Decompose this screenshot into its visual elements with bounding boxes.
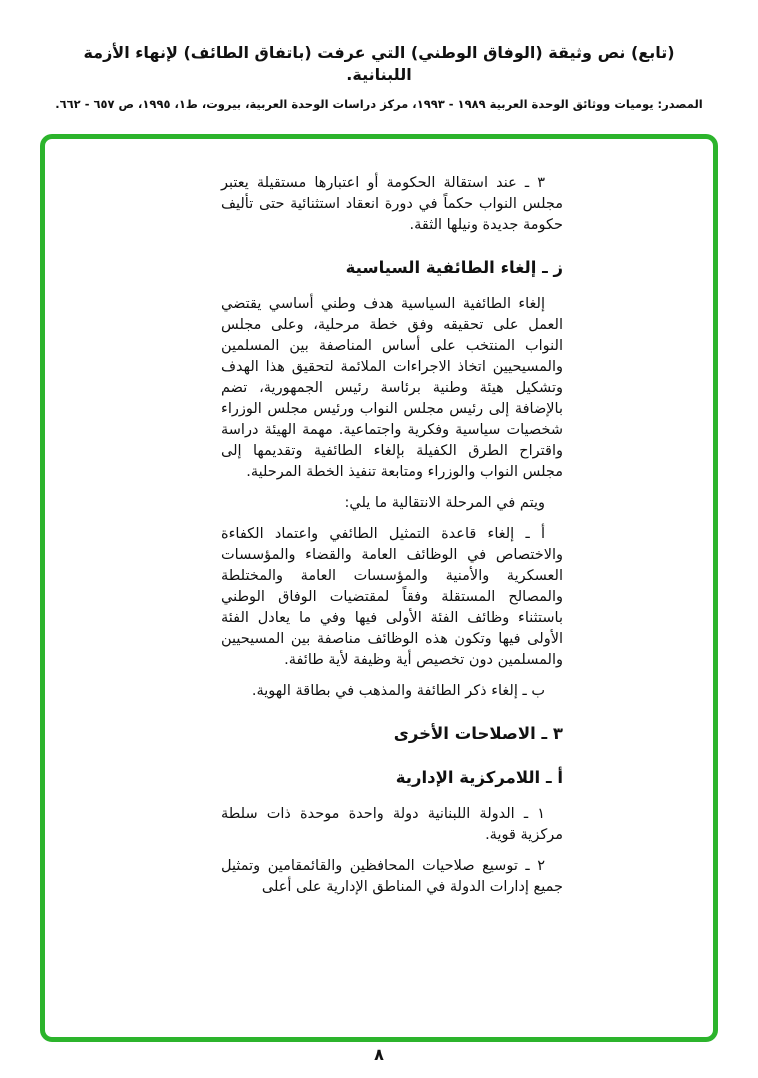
clause-b-identity-card: ب ـ إلغاء ذكر الطائفة والمذهب في بطاقة الهوية. bbox=[251, 683, 545, 699]
section-heading-other-reforms: ٣ ـ الاصلاحات الأخرى bbox=[393, 724, 563, 743]
page-number: ٨ bbox=[374, 1045, 384, 1064]
clause-a-representation-rule: أ ـ إلغاء قاعدة التمثيل الطائفي واعتماد الكفاءة والاختصاص في الوظائف العامة والقضاء والمؤسسات العسكرية والأمنية والمؤسسات العامة والمختلطة والمصالح المستقلة وفقاً لمقتضيات الوفاق الوطني باستثناء وظائف الفئة الأولى فيها وفي ما يعادل الفئة الأولى فيها وتكون هذه الوظائف مناصفة بين المسيحيين والمسلمين دون تخصيص أية وظيفة لأية طائفة. bbox=[221, 526, 563, 668]
source-line: المصدر: يوميات ووثائق الوحدة العربية ١٩٨٩ - ١٩٩٣، مركز دراسات الوحدة العربية، بيروت، ط١، ١٩٩٥، ص ٦٥٧ - ٦٦٢. bbox=[55, 97, 703, 111]
document-body bbox=[45, 139, 713, 898]
clause-one-unified-state: ١ ـ الدولة اللبنانية دولة واحدة موحدة ذات سلطة مركزية قوية. bbox=[221, 806, 563, 843]
clause-two-governors-powers: ٢ ـ توسيع صلاحيات المحافظين والقائمقامين وتمثيل جميع إدارات الدولة في المناطق الإدارية على أعلى bbox=[221, 858, 563, 895]
paragraph-transitional-intro: ويتم في المرحلة الانتقالية ما يلي: bbox=[344, 495, 545, 511]
clause-government-resignation: ٣ ـ عند استقالة الحكومة أو اعتبارها مستقيلة يعتبر مجلس النواب حكماً في دورة انعقاد استثنائية حتى تأليف حكومة جديدة ونيلها الثقة. bbox=[221, 175, 563, 233]
paragraph-sectarianism-abolition: إلغاء الطائفية السياسية هدف وطني أساسي يقتضي العمل على تحقيقه وفق خطة مرحلية، وعلى مجلس النواب المنتخب على أساس المناصفة بين المسلمين والمسيحيين اتخاذ الاجراءات الملائمة لتحقيق هذا الهدف وتشكيل هيئة وطنية برئاسة رئيس الجمهورية، تضم بالإضافة إلى رئيس مجلس النواب ورئيس مجلس الوزراء شخصيات سياسية وفكرية واجتماعية. مهمة الهيئة دراسة واقتراح الطرق الكفيلة بإلغاء الطائفية وتقديمها إلى مجلس النواب والوزراء ومتابعة تنفيذ الخطة المرحلية. bbox=[221, 296, 563, 480]
document-title: (تابع) نص وثيقة (الوفاق الوطني) التي عرفت (باتفاق الطائف) لإنهاء الأزمة اللبنانية. bbox=[83, 43, 675, 84]
section-heading-administrative-decentralization: أ ـ اللامركزية الإدارية bbox=[395, 768, 563, 787]
section-heading-political-sectarianism: ز ـ إلغاء الطائفية السياسية bbox=[345, 258, 563, 277]
highlight-frame bbox=[40, 134, 718, 1042]
